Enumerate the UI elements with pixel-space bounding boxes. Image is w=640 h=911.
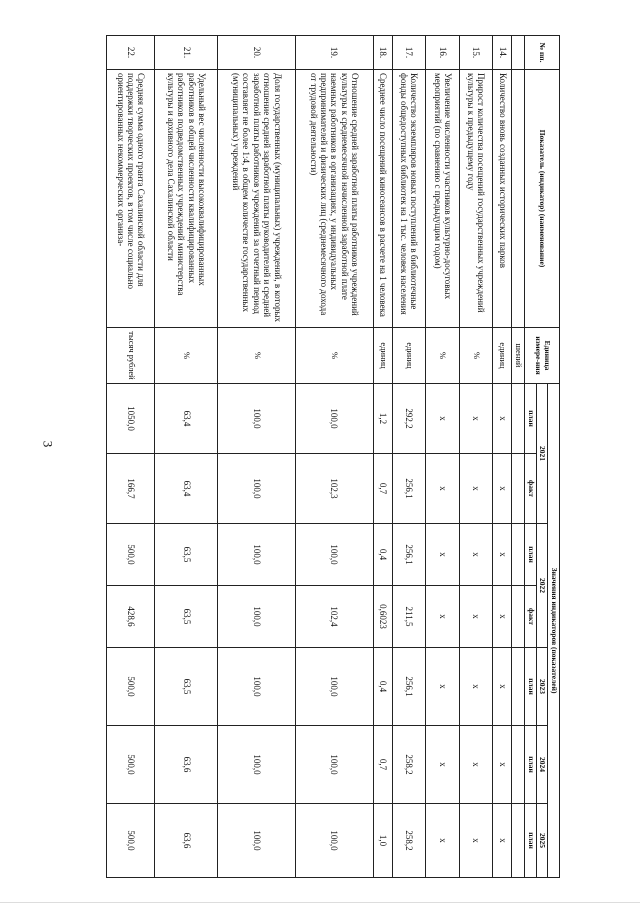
value-cell: х [426,726,460,804]
value-cell: х [426,454,460,524]
unit-cell: % [218,328,296,384]
table-row [459,36,493,878]
value-cell: 100,0 [218,648,296,726]
header-no: № пп. [525,36,560,70]
value-cell: 0,4 [373,648,392,726]
value-cell: х [459,586,493,648]
value-cell: х [459,726,493,804]
value-cell: х [459,648,493,726]
header-plan: план [525,524,537,586]
value-cell: 100,0 [296,524,374,586]
table-row [392,36,426,878]
value-cell: 100,0 [296,726,374,804]
row-number: 19. [296,36,374,70]
header-year-2025: 2025 [536,804,548,878]
header-unit: Единица измере-ния [525,328,560,384]
indicator-name: Увеличение численности участников культурно-досуговых мероприятий (по сравнению с предыдущим годом) [426,70,460,328]
header-year-2023: 2023 [536,648,548,726]
value-cell: 63,6 [155,804,218,878]
table-row [373,36,392,878]
header-indicator: Показатель (индикатор) (наименование) [525,70,560,328]
value-cell: х [426,524,460,586]
table-row [218,36,296,878]
value-cell: 500,0 [107,804,155,878]
value-cell: 100,0 [218,726,296,804]
value-cell: 100,0 [296,384,374,454]
page-number: 3 [40,440,56,448]
value-cell: х [493,524,512,586]
value-cell: 63,5 [155,586,218,648]
value-cell: 0,7 [373,454,392,524]
value-cell: х [426,804,460,878]
unit-cell: % [296,328,374,384]
indicator-name: Доля государственных (муниципальных) учреждений, в которых отношение средней заработной платы руководителей и средней заработной платы работников учреждений за отчетный период составляет не более 1:4, в общем количестве государственных (муниципальных) учреждений [218,70,296,328]
value-cell: 0,4 [373,524,392,586]
row-number: 16. [426,36,460,70]
value-cell: 102,4 [296,586,374,648]
value-cell: х [459,454,493,524]
value-cell: х [426,586,460,648]
unit-cell: % [426,328,460,384]
header-plan: план [525,648,537,726]
value-cell: 500,0 [107,648,155,726]
value-cell: 428,6 [107,586,155,648]
indicator-name: Прирост количества посещений государственных учреждений культуры к предыдущему году [459,70,493,328]
value-cell: 0,6023 [373,586,392,648]
value-cell: 63,5 [155,524,218,586]
value-cell: х [493,804,512,878]
value-cell: 500,0 [107,524,155,586]
header-plan: план [525,804,537,878]
value-cell: 100,0 [218,586,296,648]
value-cell: 63,6 [155,726,218,804]
value-cell: х [459,524,493,586]
value-cell: 211,5 [392,586,426,648]
value-cell: х [493,726,512,804]
value-cell: 256,1 [392,524,426,586]
value-cell: 100,0 [218,524,296,586]
indicator-name: Количество экземпляров новых поступлений в библиотечные фонды общедоступных библиотек на 1 тыс. человек населения [392,70,426,328]
indicator-name: Средняя сумма одного гранта Сахалинской области для поддержки творческих проектов, в том числе социально ориентированных некоммерческих организа- [107,70,155,328]
value-cell: 258,2 [392,804,426,878]
unit-cell: % [459,328,493,384]
value-cell: 500,0 [107,726,155,804]
value-cell: 100,0 [218,454,296,524]
table-row [107,36,155,878]
value-cell: 63,5 [155,648,218,726]
value-cell: 166,7 [107,454,155,524]
value-cell: х [493,586,512,648]
row-number: 18. [373,36,392,70]
header-fact: факт [525,586,537,648]
value-cell: 102,3 [296,454,374,524]
value-cell: 258,2 [392,726,426,804]
value-cell: 100,0 [296,804,374,878]
value-cell: 1,0 [373,804,392,878]
unit-cell: % [155,328,218,384]
indicators-table-rotated [106,35,560,877]
value-cell: 0,7 [373,726,392,804]
value-cell: 292,2 [392,384,426,454]
header-plan: план [525,384,537,454]
value-cell: 256,1 [392,454,426,524]
indicator-name: Количество вновь созданных исторических парков [493,70,512,328]
continuation-row [512,36,525,878]
value-cell: 1050,0 [107,384,155,454]
value-cell: х [493,384,512,454]
row-number: 20. [218,36,296,70]
header-values-group: Значения индикаторов (показателей) [548,384,560,878]
value-cell: 63,4 [155,384,218,454]
value-cell: 100,0 [296,648,374,726]
unit-cell: единиц [493,328,512,384]
unit-cell: единиц [392,328,426,384]
row-number: 22. [107,36,155,70]
row-number: 17. [392,36,426,70]
table-row [296,36,374,878]
header-year-2021: 2021 [536,384,548,524]
indicator-name: Удельный вес численности высококвалифицированных работников в общей численности квалифицированных работников подведомственных учреждений министерства культуры и архивного дела Сахалинской области [155,70,218,328]
value-cell: 1,2 [373,384,392,454]
header-year-2024: 2024 [536,726,548,804]
table-row [493,36,512,878]
value-cell: 100,0 [218,384,296,454]
value-cell: х [426,648,460,726]
scan-edge-line [0,902,640,903]
indicator-name: Среднее число посещений киносеансов в расчете на 1 человека [373,70,392,328]
value-cell: 63,4 [155,454,218,524]
value-cell: х [493,454,512,524]
indicator-name: Отношение средней заработной платы работников учреждений культуры к среднемесячной начисленной заработной плате наемных работников в организациях, у индивидуальных предпринимателей и физических лиц (среднемесячного дохода от трудовой деятельности) [296,70,374,328]
value-cell: х [493,648,512,726]
header-fact: факт [525,454,537,524]
table-row [155,36,218,878]
unit-cell: единиц [373,328,392,384]
value-cell: 100,0 [218,804,296,878]
header-year-2022: 2022 [536,524,548,648]
value-cell: х [426,384,460,454]
row-number: 21. [155,36,218,70]
header-plan: план [525,726,537,804]
value-cell: х [459,804,493,878]
row-number: 14. [493,36,512,70]
value-cell: х [459,384,493,454]
table-row [426,36,460,878]
row-number: 15. [459,36,493,70]
unit-continuation: шений [512,328,525,384]
value-cell: 256,1 [392,648,426,726]
unit-cell: тысяч рублей [107,328,155,384]
indicators-table [106,35,560,878]
